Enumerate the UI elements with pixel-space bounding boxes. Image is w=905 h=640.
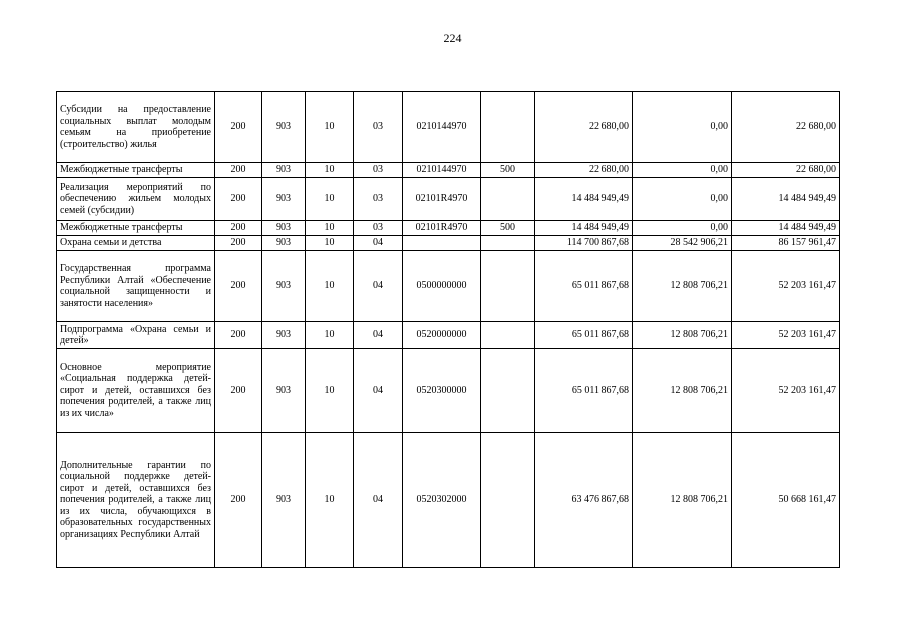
row-subsection-cell: 03 — [354, 92, 403, 163]
row-target-article-cell: 0520000000 — [403, 322, 481, 349]
row-name-cell: Межбюджетные трансферты — [57, 163, 215, 178]
row-amount-cell: 114 700 867,68 — [535, 236, 633, 251]
row-amount-cell: 65 011 867,68 — [535, 251, 633, 322]
row-total-cell: 14 484 949,49 — [732, 178, 840, 221]
row-section-cell: 10 — [306, 236, 354, 251]
row-grbs-cell: 200 — [215, 92, 262, 163]
row-ved-cell: 903 — [262, 221, 306, 236]
row-name-cell: Государственная программа Республики Алтай «Обеспечение социальной защищенности и занятости населения» — [57, 251, 215, 322]
row-ved-cell: 903 — [262, 163, 306, 178]
row-subsection-cell: 04 — [354, 349, 403, 433]
row-ved-cell: 903 — [262, 178, 306, 221]
row-change-cell: 12 808 706,21 — [633, 349, 732, 433]
table-row — [57, 236, 840, 251]
row-grbs-cell: 200 — [215, 322, 262, 349]
row-grbs-cell: 200 — [215, 349, 262, 433]
page-number: 224 — [443, 31, 462, 45]
row-section-cell: 10 — [306, 322, 354, 349]
row-change-cell: 28 542 906,21 — [633, 236, 732, 251]
table-row — [57, 251, 840, 322]
row-change-cell: 0,00 — [633, 178, 732, 221]
row-target-article-cell: 0210144970 — [403, 92, 481, 163]
row-expense-type-cell — [481, 433, 535, 568]
row-section-cell: 10 — [306, 251, 354, 322]
row-ved-cell: 903 — [262, 322, 306, 349]
row-subsection-cell: 03 — [354, 163, 403, 178]
row-expense-type-cell: 500 — [481, 163, 535, 178]
row-name-cell: Охрана семьи и детства — [57, 236, 215, 251]
row-amount-cell: 65 011 867,68 — [535, 349, 633, 433]
row-amount-cell: 22 680,00 — [535, 163, 633, 178]
row-target-article-cell: 02101R4970 — [403, 178, 481, 221]
row-amount-cell: 65 011 867,68 — [535, 322, 633, 349]
row-total-cell: 52 203 161,47 — [732, 322, 840, 349]
row-amount-cell: 22 680,00 — [535, 92, 633, 163]
row-grbs-cell: 200 — [215, 236, 262, 251]
row-expense-type-cell — [481, 349, 535, 433]
row-change-cell: 12 808 706,21 — [633, 251, 732, 322]
row-expense-type-cell — [481, 322, 535, 349]
row-name-cell: Подпрограмма «Охрана семьи и детей» — [57, 322, 215, 349]
row-name-cell: Межбюджетные трансферты — [57, 221, 215, 236]
row-subsection-cell: 04 — [354, 433, 403, 568]
row-subsection-cell: 04 — [354, 236, 403, 251]
row-total-cell: 52 203 161,47 — [732, 349, 840, 433]
row-amount-cell: 14 484 949,49 — [535, 221, 633, 236]
row-total-cell: 52 203 161,47 — [732, 251, 840, 322]
row-change-cell: 12 808 706,21 — [633, 433, 732, 568]
row-section-cell: 10 — [306, 221, 354, 236]
row-amount-cell: 63 476 867,68 — [535, 433, 633, 568]
row-section-cell: 10 — [306, 349, 354, 433]
row-expense-type-cell — [481, 178, 535, 221]
row-ved-cell: 903 — [262, 236, 306, 251]
table-row — [57, 322, 840, 349]
row-section-cell: 10 — [306, 433, 354, 568]
table-row — [57, 433, 840, 568]
row-section-cell: 10 — [306, 92, 354, 163]
row-target-article-cell: 02101R4970 — [403, 221, 481, 236]
row-section-cell: 10 — [306, 163, 354, 178]
row-subsection-cell: 03 — [354, 221, 403, 236]
row-subsection-cell: 04 — [354, 322, 403, 349]
row-total-cell: 22 680,00 — [732, 163, 840, 178]
row-target-article-cell: 0520300000 — [403, 349, 481, 433]
row-total-cell: 22 680,00 — [732, 92, 840, 163]
row-subsection-cell: 04 — [354, 251, 403, 322]
row-target-article-cell: 0210144970 — [403, 163, 481, 178]
row-section-cell: 10 — [306, 178, 354, 221]
row-change-cell: 12 808 706,21 — [633, 322, 732, 349]
row-expense-type-cell — [481, 92, 535, 163]
row-subsection-cell: 03 — [354, 178, 403, 221]
row-change-cell: 0,00 — [633, 163, 732, 178]
row-expense-type-cell — [481, 236, 535, 251]
row-name-cell: Реализация мероприятий по обеспечению жильем молодых семей (субсидии) — [57, 178, 215, 221]
row-change-cell: 0,00 — [633, 221, 732, 236]
row-change-cell: 0,00 — [633, 92, 732, 163]
row-grbs-cell: 200 — [215, 178, 262, 221]
row-target-article-cell: 0500000000 — [403, 251, 481, 322]
row-expense-type-cell: 500 — [481, 221, 535, 236]
row-name-cell: Дополнительные гарантии по социальной поддержке детей-сирот и детей, оставшихся без попечения родителей, а также лиц из их числа, обучающихся в образовательных государственных организациях Республики Алтай — [57, 433, 215, 568]
row-grbs-cell: 200 — [215, 163, 262, 178]
table-row — [57, 221, 840, 236]
row-total-cell: 86 157 961,47 — [732, 236, 840, 251]
row-target-article-cell — [403, 236, 481, 251]
row-ved-cell: 903 — [262, 349, 306, 433]
row-grbs-cell: 200 — [215, 221, 262, 236]
row-total-cell: 14 484 949,49 — [732, 221, 840, 236]
table-row — [57, 163, 840, 178]
budget-table — [56, 91, 840, 568]
row-target-article-cell: 0520302000 — [403, 433, 481, 568]
table-row — [57, 178, 840, 221]
row-name-cell: Субсидии на предоставление социальных выплат молодым семьям на приобретение (строительство) жилья — [57, 92, 215, 163]
row-total-cell: 50 668 161,47 — [732, 433, 840, 568]
table-body — [57, 92, 840, 568]
row-grbs-cell: 200 — [215, 251, 262, 322]
row-ved-cell: 903 — [262, 433, 306, 568]
row-ved-cell: 903 — [262, 251, 306, 322]
table-row — [57, 92, 840, 163]
row-name-cell: Основное мероприятие «Социальная поддержка детей-сирот и детей, оставшихся без попечения родителей, а также лиц из их числа» — [57, 349, 215, 433]
row-grbs-cell: 200 — [215, 433, 262, 568]
row-amount-cell: 14 484 949,49 — [535, 178, 633, 221]
table-row — [57, 349, 840, 433]
row-expense-type-cell — [481, 251, 535, 322]
row-ved-cell: 903 — [262, 92, 306, 163]
